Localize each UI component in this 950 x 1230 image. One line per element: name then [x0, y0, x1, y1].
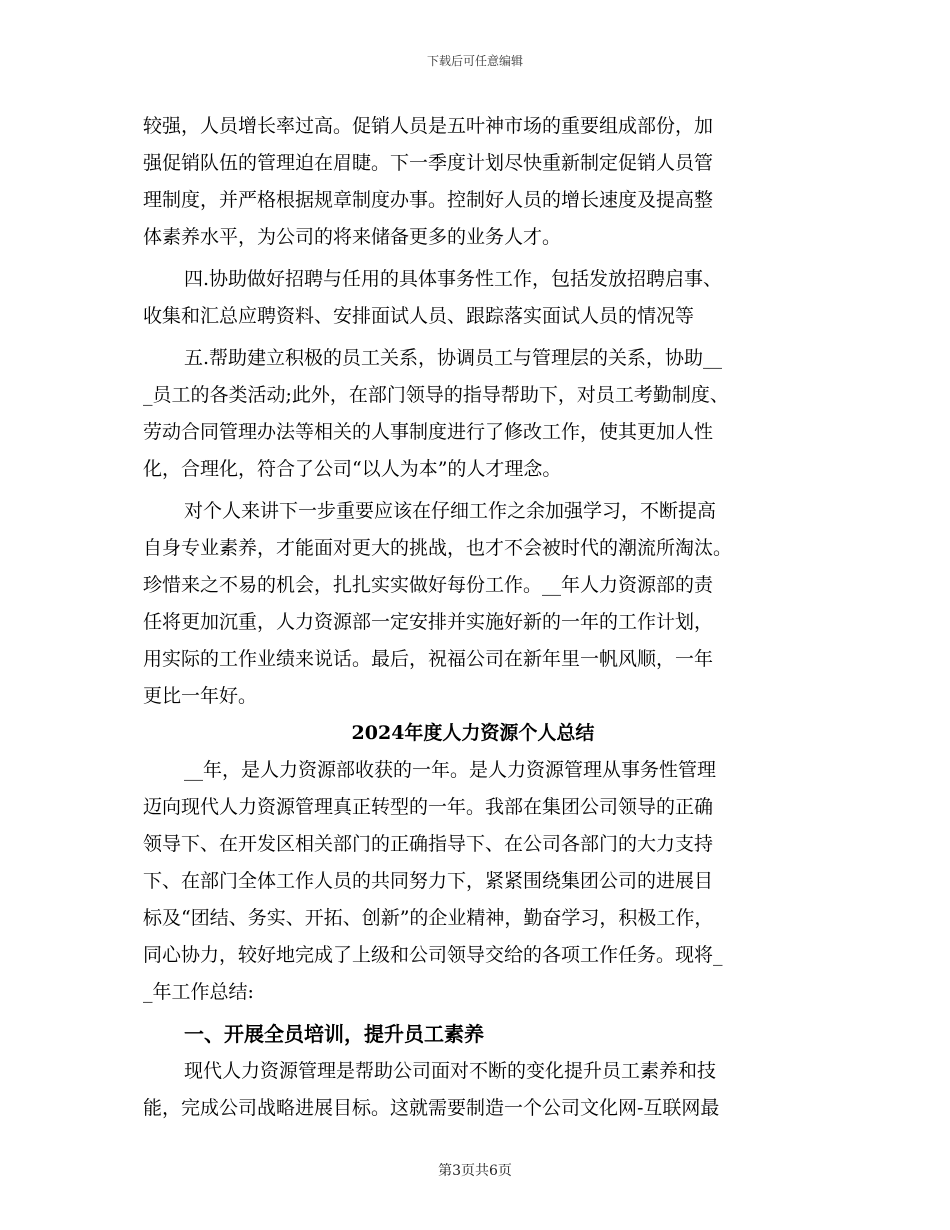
text-line: 四.协助做好招聘与任用的具体事务性工作，包括发放招聘启事、	[184, 268, 723, 290]
text-line: 下、在部门全体工作人员的共同努力下，紧紧围绕集团公司的进展目	[143, 870, 714, 892]
text-line: 迈向现代人力资源管理真正转型的一年。我部在集团公司领导的正确	[143, 796, 714, 818]
text-line: 较强，人员增长率过高。促销人员是五叶神市场的重要组成部份，加	[143, 115, 714, 137]
text-line: __年，是人力资源部收获的一年。是人力资源管理从事务性管理	[184, 759, 717, 781]
paragraph-3	[143, 340, 803, 488]
text-line: 用实际的工作业绩来说话。最后，祝福公司在新年里一帆风顺，一年	[143, 648, 714, 670]
text-line: 标及“团结、务实、开拓、创新”的企业精神，勤奋学习，积极工作，	[143, 907, 714, 929]
text-line: 五.帮助建立积极的员工关系，协调员工与管理层的关系，协助__	[184, 347, 723, 369]
text-line: 收集和汇总应聘资料、安排面试人员、跟踪落实面试人员的情况等	[143, 305, 695, 327]
page-header-note: 下载后可任意编辑	[426, 54, 523, 68]
text-line: 任将更加沉重，人力资源部一定安排并实施好新的一年的工作计划，	[143, 611, 714, 633]
subheading: 一、开展全员培训，提升员工素养	[184, 1022, 484, 1046]
text-line: _年工作总结:	[143, 981, 254, 1003]
paragraph-4	[143, 493, 803, 715]
paragraph-5	[143, 752, 803, 1011]
text-line: 体素养水平，为公司的将来储备更多的业务人才。	[143, 226, 562, 248]
text-line: 同心协力，较好地完成了上级和公司领导交给的各项工作任务。现将_	[143, 944, 723, 966]
text-line: 能，完成公司战略进展目标。这就需要制造一个公司文化网-互联网最	[143, 1097, 720, 1119]
page-number: 第3页共6页	[438, 1163, 512, 1179]
paragraph-6	[143, 1053, 803, 1127]
document-body	[143, 108, 803, 1127]
text-line: 珍惜来之不易的机会，扎扎实实做好每份工作。__年人力资源部的责	[143, 574, 714, 596]
text-line: 现代人力资源管理是帮助公司面对不断的变化提升员工素养和技	[184, 1060, 717, 1082]
text-line: 强促销队伍的管理迫在眉睫。下一季度计划尽快重新制定促销人员管	[143, 152, 714, 174]
paragraph-1	[143, 108, 803, 256]
text-line: 更比一年好。	[143, 685, 258, 707]
text-line: 领导下、在开发区相关部门的正确指导下、在公司各部门的大力支持	[143, 833, 714, 855]
section-title: 2024年度人力资源个人总结	[351, 722, 595, 744]
text-line: _员工的各类活动;此外，在部门领导的指导帮助下，对员工考勤制度、	[143, 384, 729, 406]
paragraph-2	[143, 261, 803, 335]
text-line: 对个人来讲下一步重要应该在仔细工作之余加强学习，不断提高	[184, 500, 717, 522]
text-line: 化，合理化，符合了公司“以人为本”的人才理念。	[143, 458, 562, 480]
text-line: 理制度，并严格根据规章制度办事。控制好人员的增长速度及提高整	[143, 189, 714, 211]
text-line: 自身专业素养，才能面对更大的挑战，也才不会被时代的潮流所淘汰。	[143, 537, 733, 559]
text-line: 劳动合同管理办法等相关的人事制度进行了修改工作，使其更加人性	[143, 421, 714, 443]
